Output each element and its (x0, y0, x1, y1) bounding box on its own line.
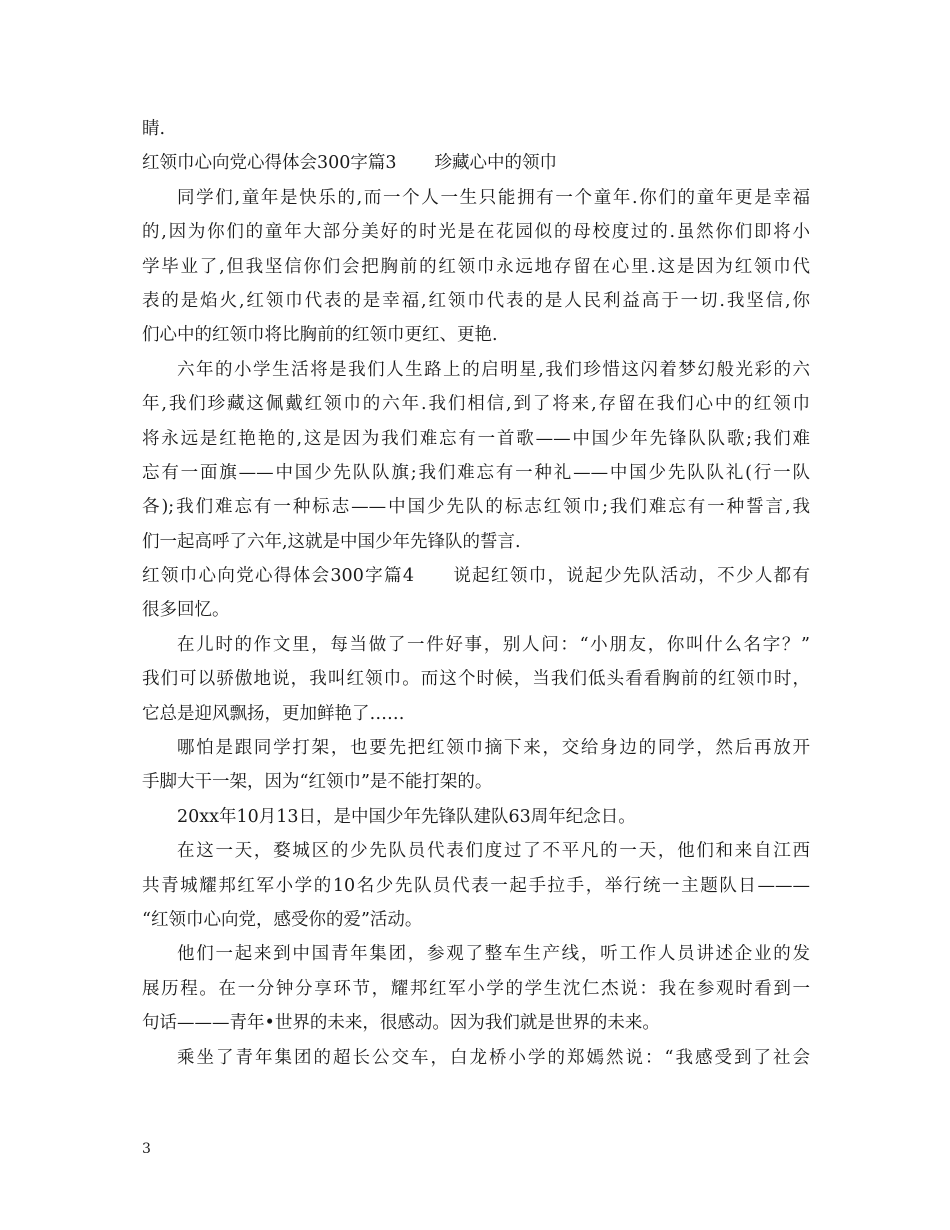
text-line: 们一起高呼了六年,这就是中国少年先锋队的誓言. (142, 531, 521, 552)
heading-subtitle: 说起红领巾，说起少先队活动，不少人都有 (452, 566, 810, 587)
heading-subtitle: 珍藏心中的领巾 (434, 153, 558, 174)
section-heading-4 (142, 559, 810, 593)
text-line: 乘坐了青年集团的超长公交车，白龙桥小学的郑嫣然说：“我感受到了社会 (177, 1047, 810, 1068)
text-line: 学毕业了,但我坚信你们会把胸前的红领巾永远地存留在心里.这是因为红领巾代 (142, 256, 810, 277)
text-line: 表的是焰火,红领巾代表的是幸福,红领巾代表的是人民利益高于一切.我坚信,你 (142, 290, 810, 311)
text-line: 们心中的红领巾将比胸前的红领巾更红、更艳. (142, 325, 498, 346)
text-line: “红领巾心向党，感受你的爱”活动。 (142, 909, 423, 930)
text-line: 在儿时的作文里，每当做了一件好事，别人问：“小朋友，你叫什么名字？” (177, 634, 810, 655)
text-line: 同学们,童年是快乐的,而一个人一生只能拥有一个童年.你们的童年更是幸福 (177, 187, 810, 208)
text-line: 哪怕是跟同学打架，也要先把红领巾摘下来，交给身边的同学，然后再放开 (177, 738, 810, 759)
text-line: 它总是迎风飘扬，更加鲜艳了…… (142, 703, 405, 724)
heading-title: 红领巾心向党心得体会300字篇3 (142, 153, 397, 174)
text-line: 忘有一面旗——中国少先队队旗;我们难忘有一种礼——中国少先队队礼(行一队 (142, 462, 810, 483)
text-line: 的,因为你们的童年大部分美好的时光是在花园似的母校度过的.虽然你们即将小 (142, 222, 810, 243)
text-line: 手脚大干一架，因为“红领巾”是不能打架的。 (142, 772, 493, 793)
text-line: 展历程。在一分钟分享环节，耀邦红军小学的学生沈仁杰说：我在参观时看到一 (142, 978, 810, 999)
text-line: 睛. (142, 119, 166, 139)
section-heading-3 (142, 146, 810, 180)
heading-title: 红领巾心向党心得体会300字篇4 (142, 566, 414, 587)
text-line: 各);我们难忘有一种标志——中国少先队的标志红领巾;我们难忘有一种誓言,我 (142, 497, 810, 518)
text-line: 共青城耀邦红军小学的10名少先队员代表一起手拉手，举行统一主题队日——— (142, 875, 810, 896)
page-number: 3 (142, 1141, 151, 1157)
text-line: 年,我们珍藏这佩戴红领巾的六年.我们相信,到了将来,存留在我们心中的红领巾 (142, 394, 810, 415)
text-line: 他们一起来到中国青年集团，参观了整车生产线，听工作人员讲述企业的发 (177, 944, 810, 965)
text-line: 六年的小学生活将是我们人生路上的启明星,我们珍惜这闪着梦幻般光彩的六 (177, 359, 810, 380)
text-line: 20xx年10月13日，是中国少年先锋队建队63周年纪念日。 (177, 806, 636, 827)
document-body (142, 112, 810, 1075)
text-line: 很多回忆。 (142, 600, 230, 621)
text-line: 将永远是红艳艳的,这是因为我们难忘有一首歌——中国少年先锋队队歌;我们难 (142, 428, 810, 449)
text-line: 句话———青年•世界的未来，很感动。因为我们就是世界的未来。 (142, 1013, 660, 1034)
text-line: 在这一天，婺城区的少先队员代表们度过了不平凡的一天，他们和来自江西 (177, 841, 810, 862)
text-line: 我们可以骄傲地说，我叫红领巾。而这个时候，当我们低头看看胸前的红领巾时， (142, 669, 810, 690)
